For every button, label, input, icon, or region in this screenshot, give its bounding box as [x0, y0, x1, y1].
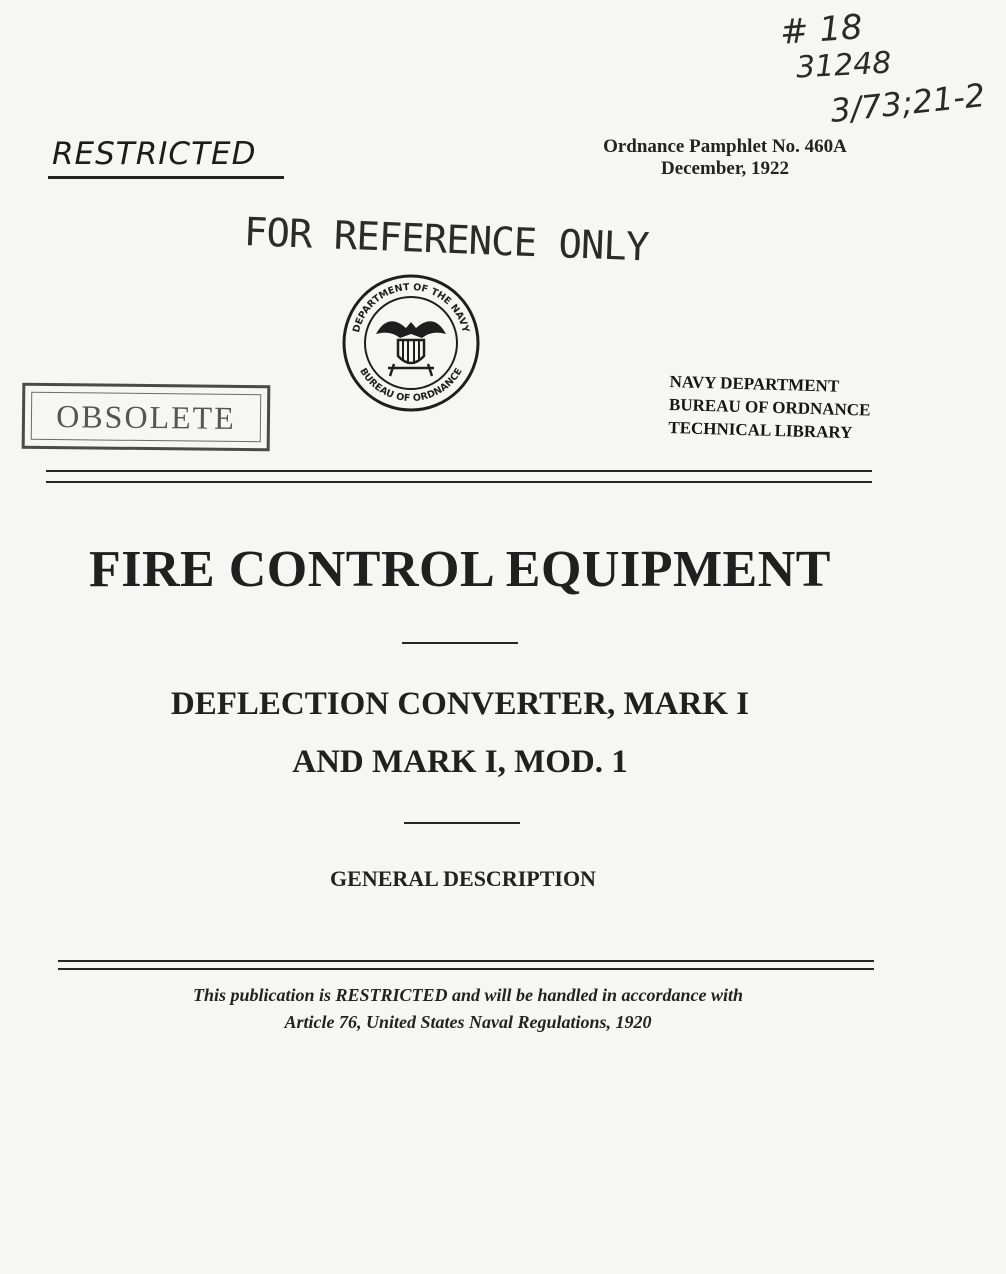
pamphlet-date: December, 1922 — [660, 158, 790, 179]
classification-underline — [48, 176, 284, 179]
subtitle-line-2: AND MARK I, MOD. 1 — [292, 744, 628, 780]
seal-top-text: DEPARTMENT OF THE NAVY — [351, 281, 471, 334]
navy-ordnance-seal — [336, 272, 486, 414]
classification-label: RESTRICTED — [52, 136, 257, 172]
subtitle-line-1: DEFLECTION CONVERTER, MARK I — [170, 686, 750, 722]
notice-line-2: Article 76, United States Naval Regulations, 1920 — [284, 1012, 652, 1032]
section-heading: GENERAL DESCRIPTION — [330, 866, 596, 891]
top-rule-upper — [46, 470, 872, 472]
library-stamp-line-3: TECHNICAL LIBRARY — [668, 417, 853, 443]
library-stamp-line-2: BUREAU OF ORDNANCE — [668, 394, 871, 420]
reference-stamp: FOR REFERENCE ONLY — [243, 210, 650, 271]
seal-bottom-text: BUREAU OF ORDNANCE — [357, 366, 465, 405]
handwritten-note-3: 3/73;21-2 — [828, 75, 987, 131]
subtitle-divider — [404, 822, 520, 824]
obsolete-stamp-text: OBSOLETE — [56, 397, 236, 436]
title-divider — [402, 642, 518, 644]
pamphlet-number: Ordnance Pamphlet No. 460A — [603, 136, 847, 157]
pamphlet-info — [560, 136, 890, 180]
technical-library-stamp — [668, 370, 900, 445]
eagle-emblem-icon — [376, 321, 446, 376]
document-title: FIRE CONTROL EQUIPMENT — [89, 541, 831, 598]
notice-line-1: This publication is RESTRICTED and will be handled in accordance with — [192, 985, 744, 1005]
top-rule-lower — [46, 481, 872, 483]
bottom-rule-lower — [58, 968, 874, 970]
handwritten-note-2: 31248 — [795, 45, 893, 86]
bottom-rule-upper — [58, 960, 874, 962]
handwritten-note-1: # 18 — [778, 7, 864, 53]
library-stamp-line-1: NAVY DEPARTMENT — [669, 371, 840, 396]
handwritten-notes — [760, 7, 1000, 131]
obsolete-stamp — [22, 383, 271, 452]
